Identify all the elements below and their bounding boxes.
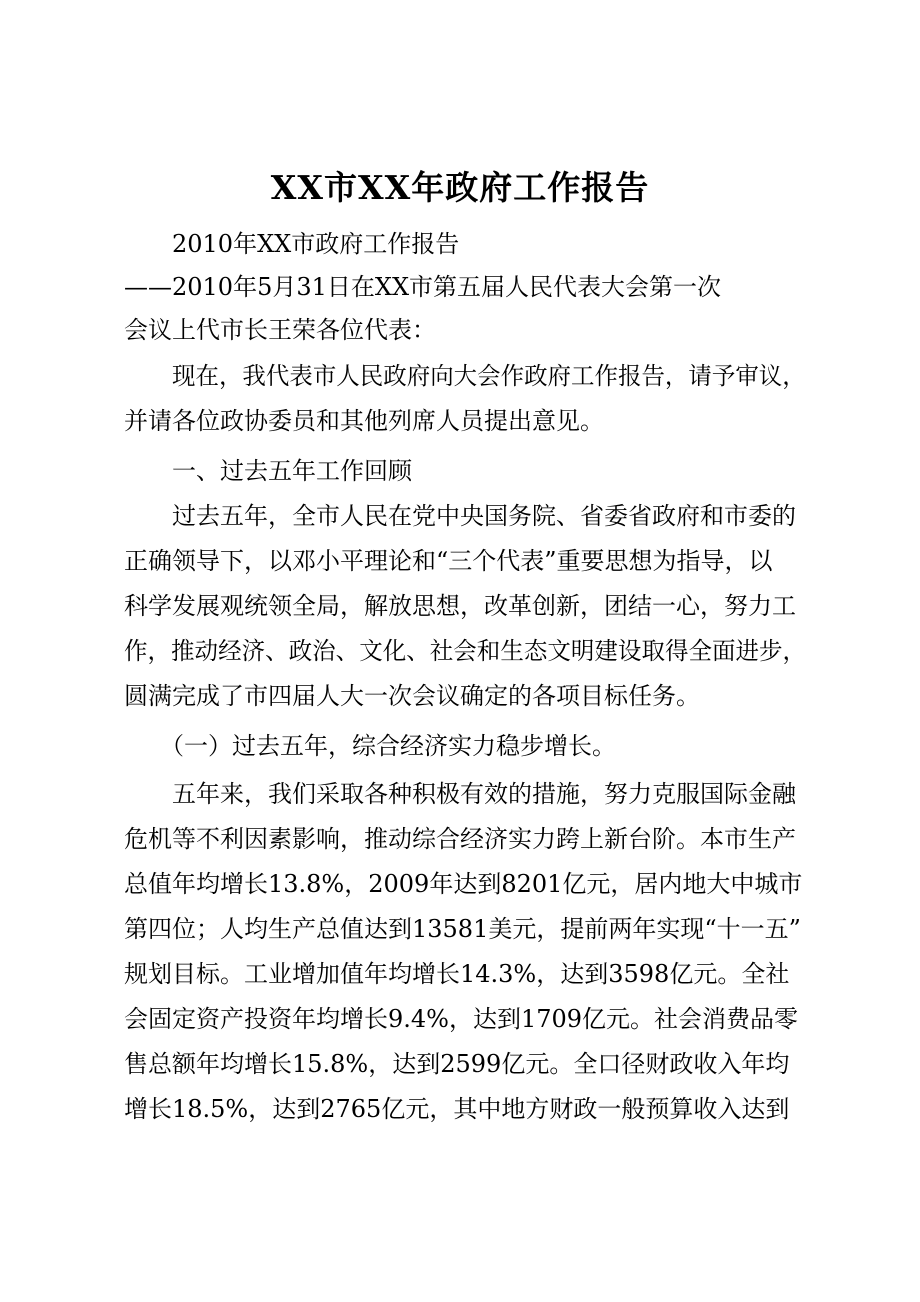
paragraph-line: 现在，我代表市人民政府向大会作政府工作报告，请予审议， — [172, 362, 806, 390]
paragraph-line: 五年来，我们采取各种积极有效的措施，努力克服国际金融 — [172, 780, 796, 808]
paragraph-line: 过去五年，全市人民在党中央国务院、省委省政府和市委的 — [172, 502, 796, 530]
paragraph-line: 正确领导下，以邓小平理论和“三个代表”重要思想为指导，以 — [124, 547, 773, 575]
paragraph-line: 并请各位政协委员和其他列席人员提出意见。 — [124, 407, 604, 435]
paragraph-line: 危机等不利因素影响，推动综合经济实力跨上新台阶。本市生产 — [124, 825, 796, 853]
paragraph-line: 科学发展观统领全局，解放思想，改革创新，团结一心，努力工 — [124, 592, 796, 620]
paragraph-line: 圆满完成了市四届人大一次会议确定的各项目标任务。 — [124, 682, 700, 710]
paragraph-line: 作，推动经济、政治、文化、社会和生态文明建设取得全面进步， — [124, 637, 807, 665]
paragraph-line: 售总额年均增长15.8%，达到2599亿元。全口径财政收入年均 — [124, 1050, 790, 1078]
paragraph-line: 总值年均增长13.8%，2009年达到8201亿元，居内地大中城市 — [124, 870, 803, 898]
report-speaker-line: 会议上代市长王荣各位代表： — [124, 316, 436, 344]
document-title: XX市XX年政府工作报告 — [270, 168, 650, 207]
paragraph-line: 规划目标。工业增加值年均增长14.3%，达到3598亿元。全社 — [124, 960, 790, 988]
subsection-heading: （一）过去五年，综合经济实力稳步增长。 — [160, 732, 616, 760]
paragraph-line: 第四位；人均生产总值达到13581美元，提前两年实现“十一五” — [124, 915, 801, 943]
paragraph-line: 增长18.5%，达到2765亿元，其中地方财政一般预算收入达到 — [124, 1095, 790, 1123]
section-heading: 一、过去五年工作回顾 — [172, 457, 412, 485]
paragraph-line: 会固定资产投资年均增长9.4%，达到1709亿元。社会消费品零 — [124, 1005, 799, 1033]
report-date-line: ——2010年5月31日在XX市第五届人民代表大会第一次 — [124, 273, 722, 301]
report-subtitle: 2010年XX市政府工作报告 — [172, 230, 460, 258]
